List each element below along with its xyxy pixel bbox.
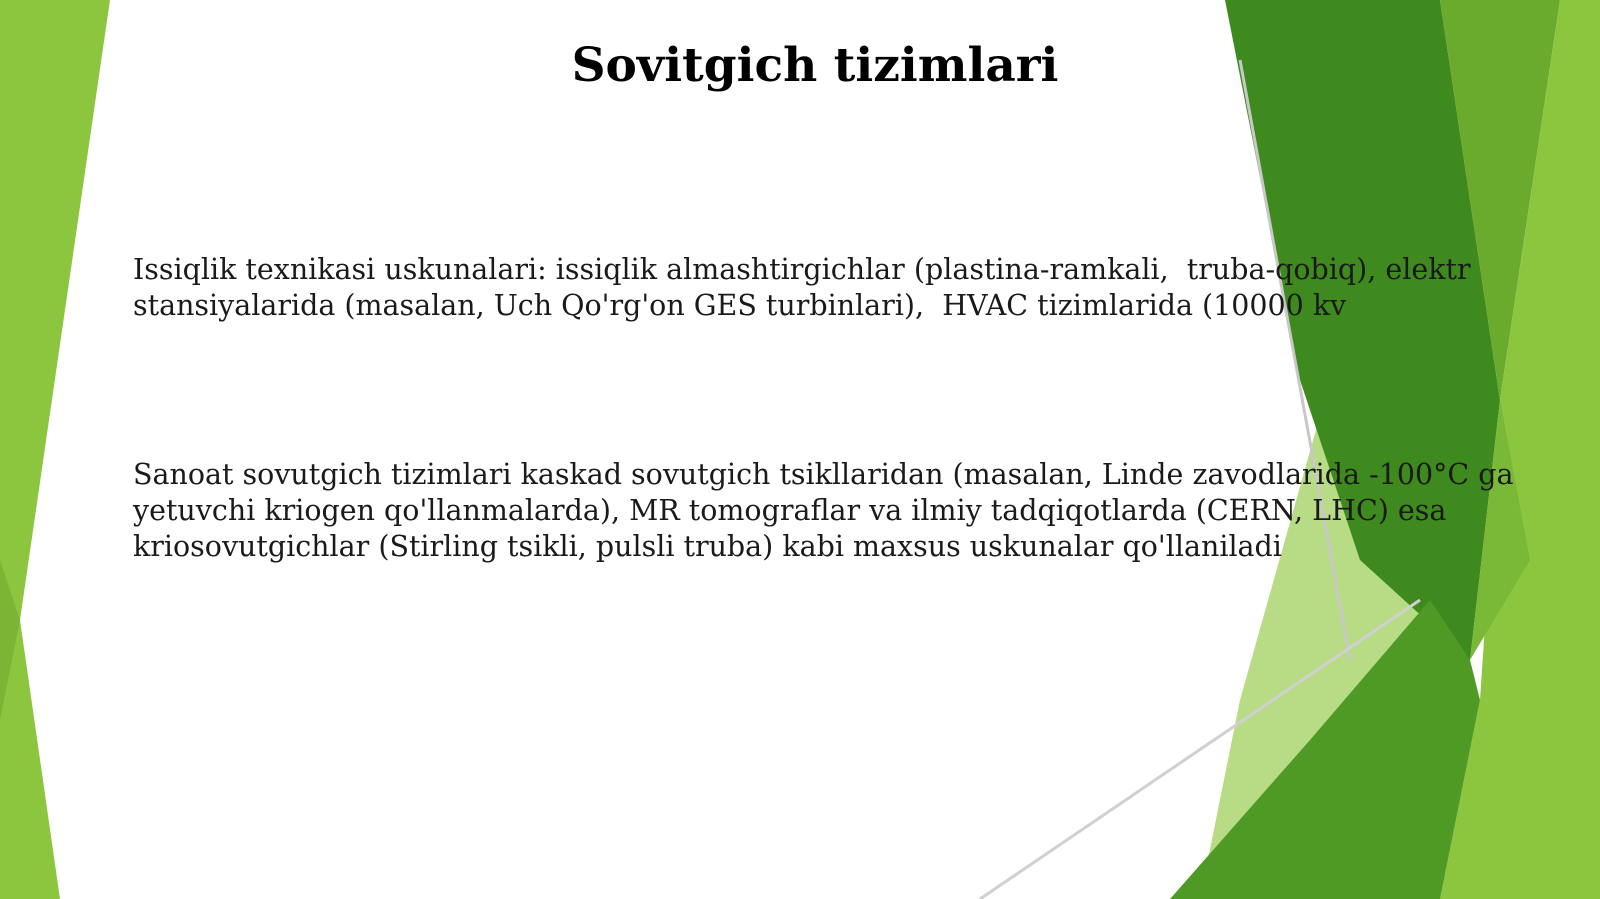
paragraph-heat-equipment	[133, 252, 1553, 324]
paragraph-line: yetuvchi kriogen qo'llanmalarda), MR tomograflar va ilmiy tadqiqotlarda (CERN, LHC) esa	[133, 494, 1447, 527]
left-green-band	[0, 0, 110, 899]
paragraph-line: Issiqlik texnikasi uskunalari: issiqlik almashtirgichlar (plastina-ramkali, truba-qobiq), elektr	[133, 253, 1471, 286]
slide-title: Sovitgich tizimlari	[571, 38, 1059, 93]
paragraph-industrial-refrigeration	[133, 457, 1553, 565]
paragraph-line: Sanoat sovutgich tizimlari kaskad sovutgich tsikllaridan (masalan, Linde zavodlarida -100°C ga	[133, 458, 1514, 491]
paragraph-line: kriosovutgichlar (Stirling tsikli, pulsli truba) kabi maxsus uskunalar qo'llaniladi	[133, 530, 1282, 563]
paragraph-line: stansiyalarida (masalan, Uch Qo'rg'on GES turbinlari), HVAC tizimlarida (10000 kv	[133, 289, 1347, 322]
